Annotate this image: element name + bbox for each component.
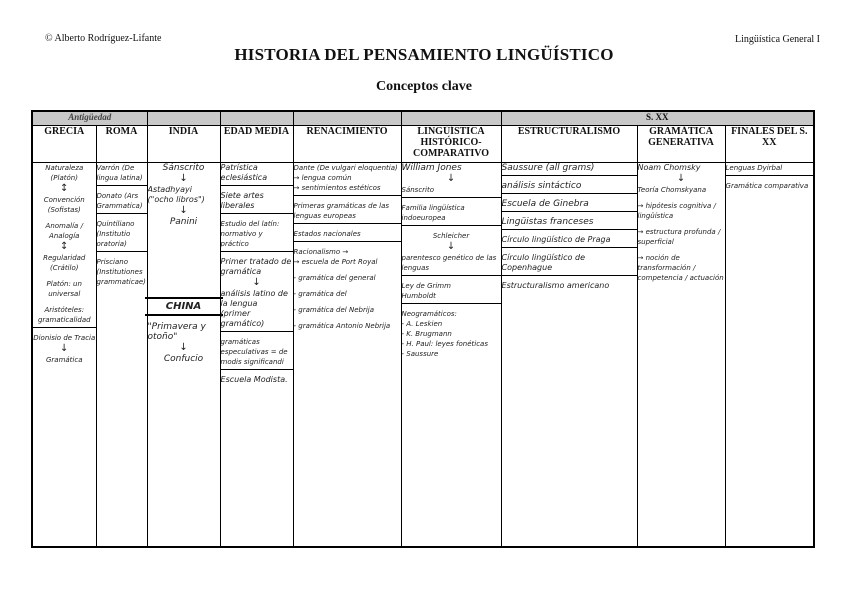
note: Humboldt	[402, 291, 501, 304]
column-header-finales: FINALES DEL S. XX	[725, 126, 814, 163]
note-arrow: ↓	[179, 205, 188, 216]
note: - gramática del general	[293, 274, 376, 282]
notes-estructuralismo	[501, 163, 637, 548]
notes-row	[32, 163, 814, 548]
note: Panini	[169, 217, 198, 227]
note-arrow: ↓	[446, 241, 456, 252]
note: Teoría Chomskyana	[637, 186, 707, 194]
note: Donato (Ars Grammatica)	[97, 191, 147, 214]
column-header-generativa: GRAMÁTICA GENERATIVA	[637, 126, 725, 163]
note: - H. Paul: leyes fonéticas	[401, 340, 488, 348]
note-arrow: ↓	[252, 277, 261, 288]
note: - K. Brugmann	[401, 330, 452, 338]
notes-grecia	[32, 163, 96, 548]
note: Familia lingüística indoeuropea	[402, 203, 501, 226]
column-header-historico: LINGÜÍSTICA HISTÓRICO-COMPARATIVO	[401, 126, 501, 163]
note: → hipótesis cognitiva / lingüística	[637, 202, 716, 220]
note: - gramática del	[293, 290, 347, 298]
china-heading: CHINA	[145, 297, 223, 316]
note: Regularidad (Crátilo)	[43, 254, 86, 272]
era-row	[32, 111, 814, 126]
note: Estados nacionales	[294, 229, 401, 242]
note: Patrística eclesiástica	[221, 163, 293, 186]
note: Neogramáticos:	[401, 310, 457, 318]
note: Aristóteles: gramaticalidad	[33, 305, 96, 328]
note-arrow: ↓	[179, 173, 188, 184]
note: Estructuralismo americano	[501, 281, 610, 290]
note: Lenguas Dyirbal	[726, 163, 814, 176]
note: Schleicher	[432, 232, 470, 240]
note: - gramática Antonio Nebrija	[293, 322, 391, 330]
note: Escuela de Ginebra	[502, 199, 637, 212]
note: Ley de Grimm	[401, 282, 451, 290]
note: Gramática comparativa	[725, 182, 809, 190]
note: Lingüistas franceses	[502, 217, 637, 230]
note: Círculo lingüístico de Copenhague	[502, 253, 637, 276]
notes-india	[147, 163, 220, 548]
note: → estructura profunda / superficial	[637, 228, 721, 246]
note-arrow: ↓	[446, 173, 456, 184]
note: Naturaleza (Platón)	[45, 164, 84, 182]
note: Estudio del latín: normativo y práctico	[221, 219, 293, 252]
note: William Jones	[401, 163, 462, 173]
note: Astadhyayi ("ocho libros")	[147, 185, 205, 204]
note-arrow: ↓	[676, 173, 686, 184]
note: análisis latino de la lengua	[220, 289, 288, 308]
note: → noción de transformación / competencia / actuación	[637, 254, 724, 282]
era-sxx: S. XX	[501, 111, 814, 126]
notes-edad-media	[220, 163, 293, 548]
note: Anomalía / Analogía	[45, 222, 83, 240]
note: Dionisio de Tracia	[33, 334, 96, 342]
author-credit: © Alberto Rodríguez-Lifante	[45, 33, 162, 44]
course-label: Lingüística General I	[735, 34, 820, 45]
note: → sentimientos estéticos	[294, 183, 401, 196]
notes-roma	[96, 163, 147, 548]
note: Confucio	[163, 354, 204, 364]
note: Varrón (De lingua latina)	[97, 163, 147, 186]
note: Círculo lingüístico de Praga	[502, 235, 637, 248]
note: Escuela Modista.	[220, 375, 288, 384]
note: Sánscrito	[402, 185, 501, 198]
note-arrow: ↕	[60, 183, 69, 194]
note: Siete artes liberales	[221, 191, 293, 214]
notes-finales	[725, 163, 814, 548]
note: - gramática del Nebrija	[293, 306, 375, 314]
notes-historico	[401, 163, 501, 548]
note-arrow: ↕	[60, 241, 69, 252]
note: Dante (De vulgari eloquentia)	[293, 164, 398, 172]
concept-table	[31, 110, 815, 548]
note: Saussure (all grams)	[502, 163, 637, 176]
note: Convención (Sofistas)	[43, 196, 85, 214]
column-header-india: INDIA	[147, 126, 220, 163]
note-arrow: ↓	[60, 343, 69, 354]
note: "Primavera y otoño"	[147, 322, 206, 342]
note: Primeras gramáticas de las lenguas europeas	[294, 201, 401, 224]
note: Sánscrito	[162, 163, 205, 173]
column-header-roma: ROMA	[96, 126, 147, 163]
note: parentesco genético de las lenguas	[402, 253, 501, 276]
era-antiquity: Antigüedad	[32, 111, 147, 126]
notes-generativa	[637, 163, 725, 548]
page-title: HISTORIA DEL PENSAMIENTO LINGÜÍSTICO	[234, 45, 614, 64]
note: → escuela de Port Royal	[293, 258, 378, 266]
column-header-estructuralismo: ESTRUCTURALISMO	[501, 126, 637, 163]
note: análisis sintáctico	[502, 181, 637, 194]
column-header-edad-media: EDAD MEDIA	[220, 126, 293, 163]
note: Quintiliano (Institutio oratoria)	[97, 219, 147, 252]
note-arrow: ↓	[179, 342, 188, 353]
note: Prisciano (Institutiones grammaticae)	[96, 258, 146, 286]
note: (primer gramático)	[221, 309, 293, 332]
note: Racionalismo →	[293, 248, 349, 256]
note: - A. Leskien	[401, 320, 443, 328]
column-header-row	[32, 126, 814, 163]
page-subtitle: Conceptos clave	[375, 79, 473, 94]
column-header-grecia: GRECIA	[32, 126, 96, 163]
column-header-renacimiento: RENACIMIENTO	[293, 126, 401, 163]
note: → lengua común	[293, 174, 352, 182]
note: - Saussure	[401, 350, 439, 358]
note: Noam Chomsky	[637, 163, 701, 172]
notes-renacimiento	[293, 163, 401, 548]
note: Platón: un universal	[46, 280, 82, 298]
note: Gramática	[45, 356, 83, 364]
note: gramáticas especulativas = de modis significandi	[221, 337, 293, 370]
note: Primer tratado de gramática	[220, 257, 292, 276]
